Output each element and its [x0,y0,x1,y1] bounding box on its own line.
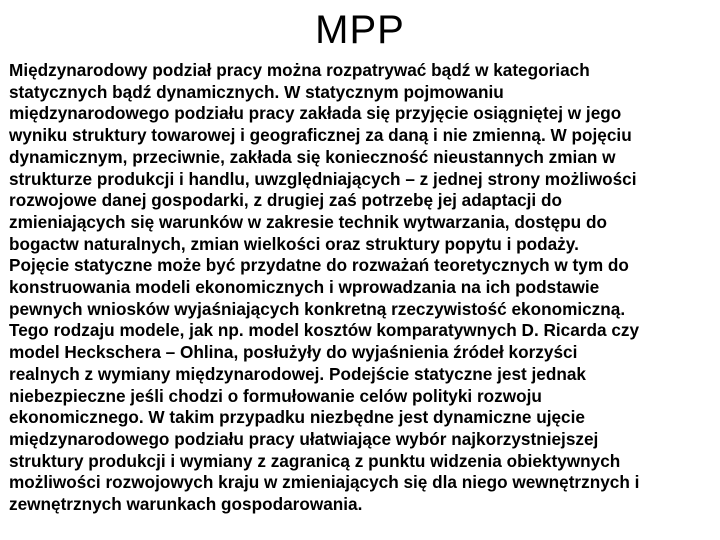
body-line: dynamicznym, przeciwnie, zakłada się konieczność nieustannych zmian w [9,146,616,167]
body-line: struktury produkcji i wymiany z zagranicą z punktu widzenia obiektywnych [9,450,621,471]
body-line: możliwości rozwojowych kraju w zmieniających się dla niego wewnętrznych i [9,472,640,493]
body-line: niebezpieczne jeśli chodzi o formułowanie celów polityki rozwoju [9,385,542,406]
body-line: rozwojowe danej gospodarki, z drugiej zaś potrzebę jej adaptacji do [9,190,562,211]
body-line: bogactw naturalnych, zmian wielkości oraz struktury popytu i podaży. [9,233,579,254]
body-line: konstruowania modeli ekonomicznych i wprowadzania na ich podstawie [9,277,600,298]
body-line: model Heckschera – Ohlina, posłużyły do wyjaśnienia źródeł korzyści [9,342,578,363]
body-line: pewnych wniosków wyjaśniających konkretną rzeczywistość ekonomiczną. [9,298,626,319]
slide-body-text [9,60,715,516]
body-line: realnych z wymiany międzynarodowej. Podejście statyczne jest jednak [9,363,586,384]
body-line: statycznych bądź dynamicznych. W statycznym pojmowaniu [9,81,504,102]
body-line: zmieniających się warunków w zakresie technik wytwarzania, dostępu do [9,211,607,232]
body-line: zewnętrznych warunkach gospodarowania. [9,494,363,515]
body-line: strukturze produkcji i handlu, uwzględniających – z jednej strony możliwości [9,168,637,189]
body-line: Tego rodzaju modele, jak np. model kosztów komparatywnych D. Ricarda czy [9,320,640,341]
body-line: Pojęcie statyczne może być przydatne do rozważań teoretycznych w tym do [9,255,629,276]
body-line: ekonomicznego. W takim przypadku niezbędne jest dynamiczne ujęcie [9,407,585,428]
body-line: międzynarodowego podziału pracy ułatwiające wybór najkorzystniejszej [9,428,599,449]
body-line: Międzynarodowy podział pracy można rozpatrywać bądź w kategoriach [9,60,590,80]
slide-title: MPP [315,8,405,52]
body-line: międzynarodowego podziału pracy zakłada się przyjęcie osiągniętej w jego [9,103,622,124]
body-line: wyniku struktury towarowej i geograficznej za daną i nie zmienną. W pojęciu [9,125,632,146]
